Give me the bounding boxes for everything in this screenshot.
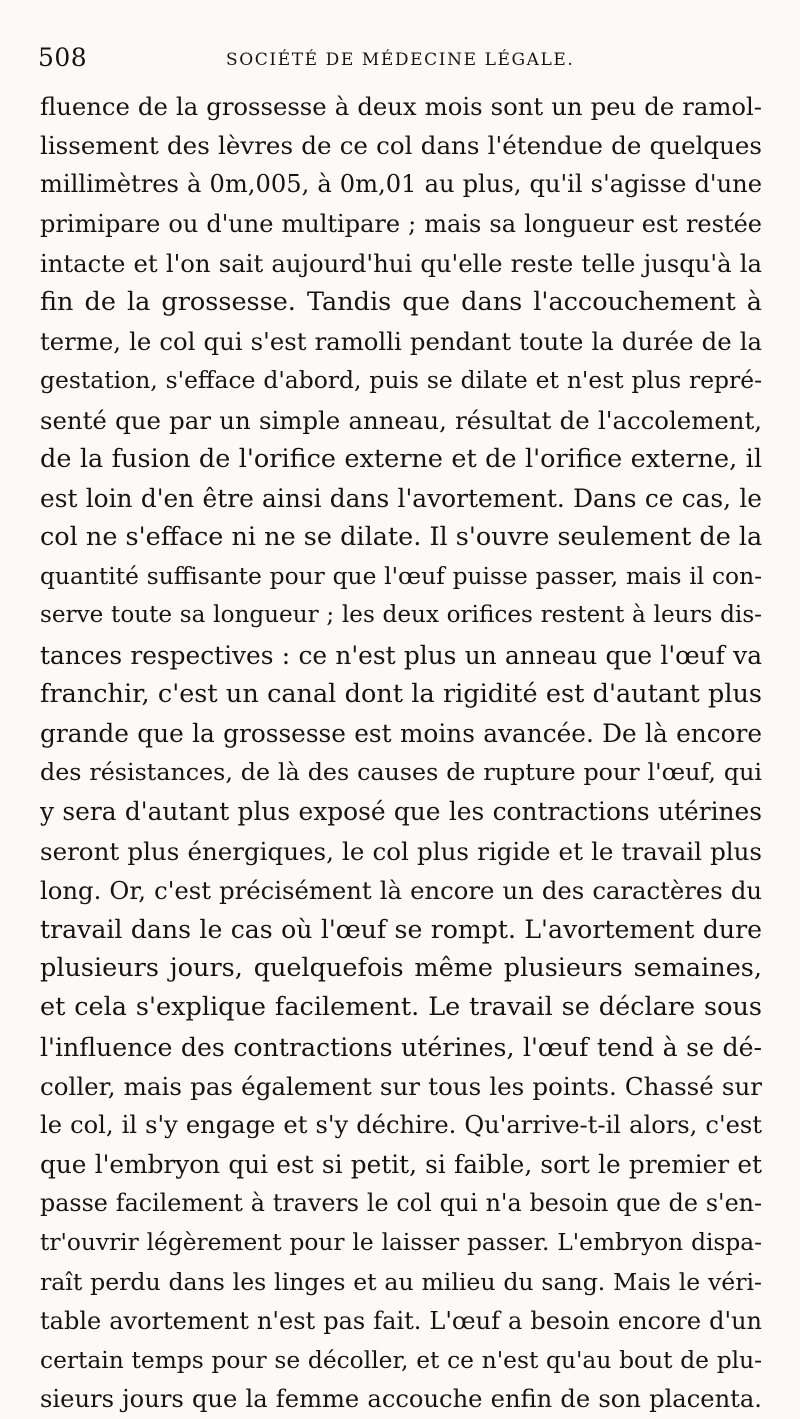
text-line: sieurs jours que la femme accouche enfin de son placenta. [40,1385,762,1414]
running-head: SOCIÉTÉ DE MÉDECINE LÉGALE. [226,50,575,70]
text-line: quantité suffisante pour que l'œuf puisse passer, mais il con- [40,562,762,591]
text-line: y sera d'autant plus exposé que les contractions utérines [40,797,762,827]
page-number: 508 [38,43,88,72]
text-line: primipare ou d'une multipare ; mais sa longueur est restée [40,209,762,238]
page-header [38,40,763,80]
text-line: des résistances, de là des causes de rupture pour l'œuf, qui [40,758,762,787]
text-line: fluence de la grossesse à deux mois sont un peu de ramol- [40,92,762,121]
text-line: col ne s'efface ni ne se dilate. Il s'ouvre seulement de la [40,522,763,553]
text-line: long. Or, c'est précisément là encore un des caractères du [40,875,762,905]
text-line: certain temps pour se décoller, et ce n'est qu'au bout de plu- [40,1346,762,1374]
text-line: passe facilement à travers le col qui n'a besoin que de s'en- [40,1189,762,1218]
text-line: tances respectives : ce n'est plus un anneau que l'œuf va [40,640,762,670]
text-line: grande que la grossesse est moins avancée. De là encore [40,719,762,748]
text-line: tr'ouvrir légèrement pour le laisser passer. L'embryon dispa- [40,1229,762,1257]
text-line: table avortement n'est pas fait. L'œuf a besoin encore d'un [40,1306,762,1335]
body-text [40,87,762,1419]
text-line: lissement des lèvres de ce col dans l'étendue de quelques [40,131,762,161]
text-line: l'influence des contractions utérines, l'œuf tend à se dé- [40,1032,762,1062]
text-line: et cela s'explique facilement. Le travail se déclare sous [40,992,762,1023]
text-line: de la fusion de l'orifice externe et de l'orifice externe, il [40,443,762,474]
text-line: terme, le col qui s'est ramolli pendant toute la durée de la [40,327,762,357]
text-line: gestation, s'efface d'abord, puis se dilate et n'est plus repré- [40,366,762,395]
text-line: senté que par un simple anneau, résultat de l'accolement, [40,405,762,435]
text-line: franchir, c'est un canal dont la rigidité est d'autant plus [40,678,762,709]
text-line: est loin d'en être ainsi dans l'avortement. Dans ce cas, le [40,483,762,513]
text-line: seront plus énergiques, le col plus rigide et le travail plus [40,836,762,866]
text-line: travail dans le cas où l'œuf se rompt. L'avortement dure [40,914,762,944]
text-line: coller, mais pas également sur tous les points. Chassé sur [40,1071,762,1101]
text-line: millimètres à 0m,005, à 0m,01 au plus, qu'il s'agisse d'une [40,170,762,199]
text-line: raît perdu dans les linges et au milieu du sang. Mais le véri- [40,1267,762,1296]
text-line: le col, il s'y engage et s'y déchire. Qu'arrive-t-il alors, c'est [40,1110,762,1139]
text-line: que l'embryon qui est si petit, si faible, sort le premier et [40,1150,762,1180]
text-line: plusieurs jours, quelquefois même plusieurs semaines, [40,953,762,984]
text-line: intacte et l'on sait aujourd'hui qu'elle reste telle jusqu'à la [40,248,762,278]
text-line: serve toute sa longueur ; les deux orifices restent à leurs dis- [40,602,762,629]
text-line: fin de la grossesse. Tandis que dans l'accouchement à [40,286,762,317]
